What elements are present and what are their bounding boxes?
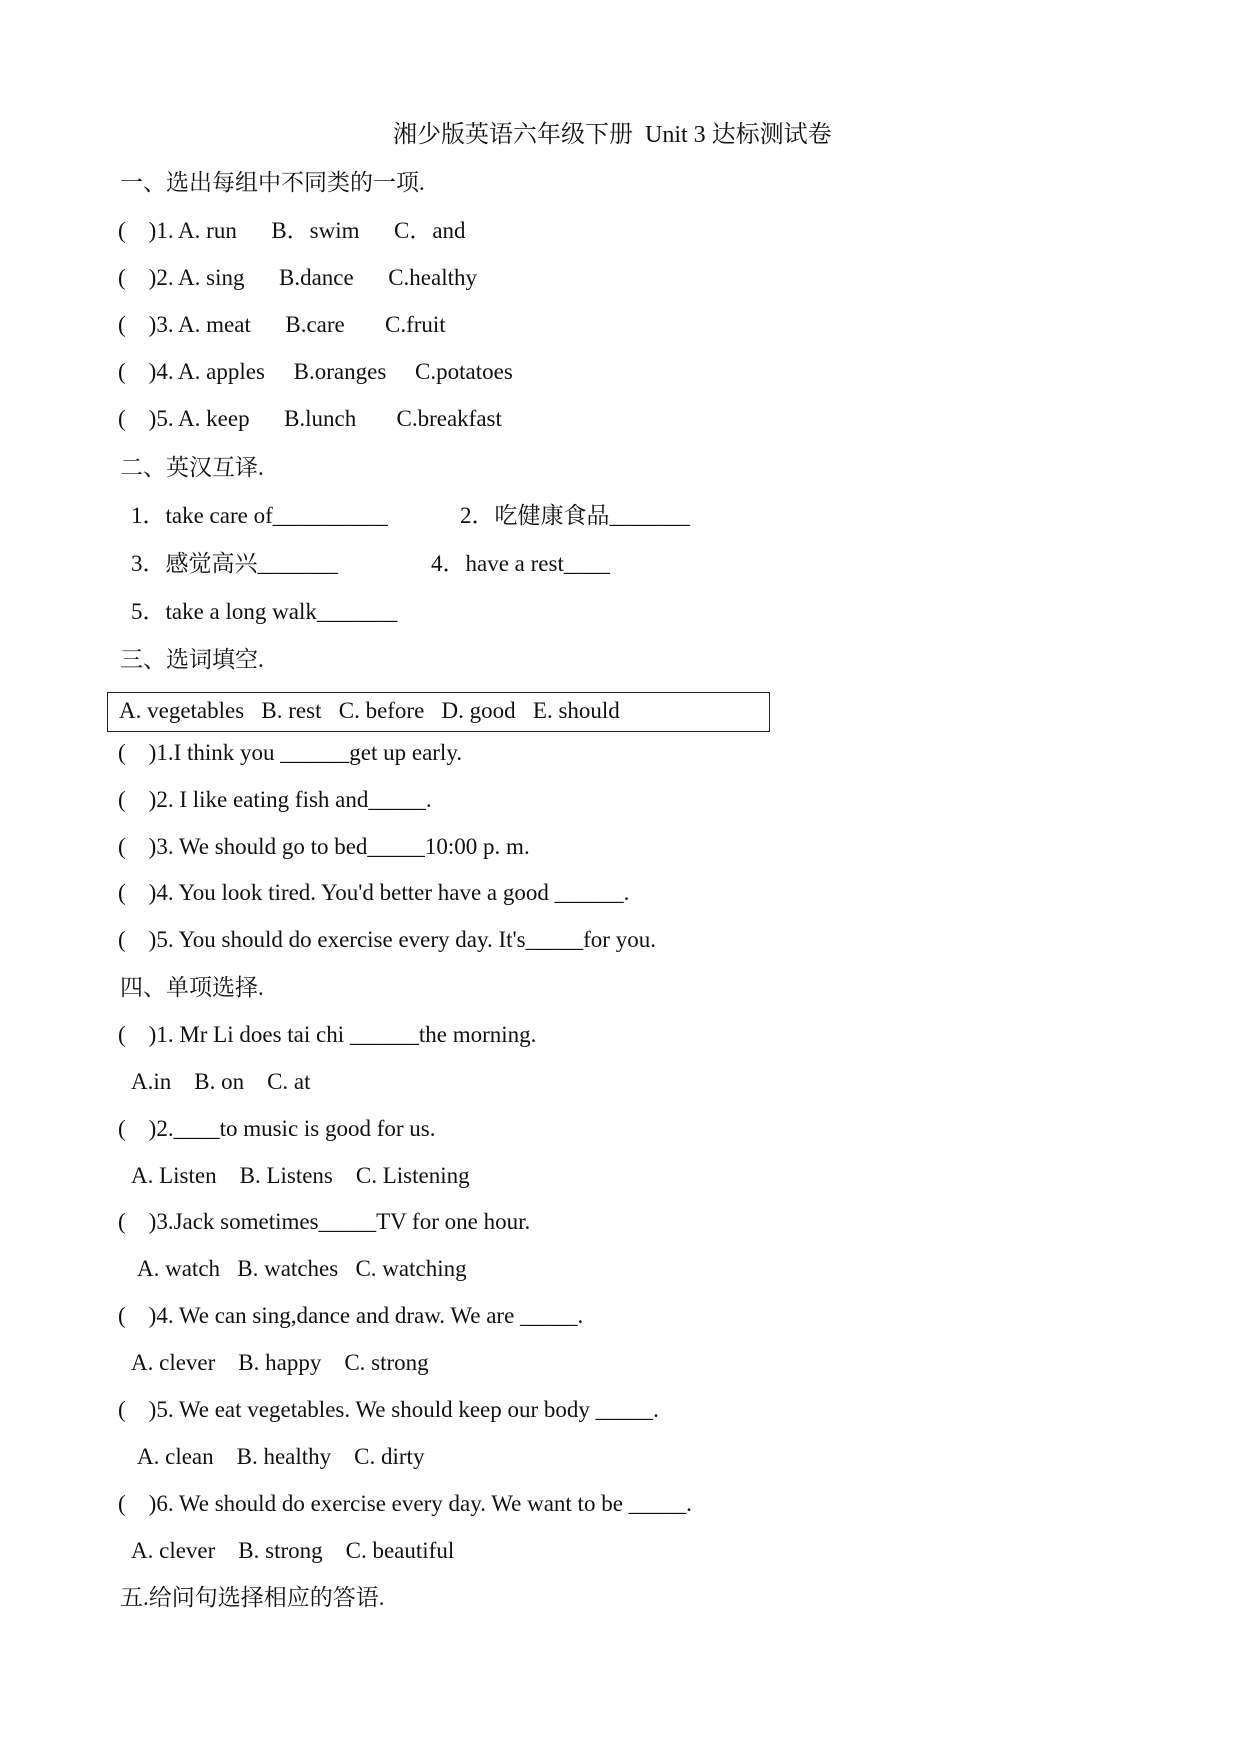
section2-item-2: 2．吃健康食品_______ (460, 503, 690, 528)
section4-question-1: ( )1. Mr Li does tai chi ______the morning. (118, 1022, 537, 1047)
section2-item-3: 3．感觉高兴_______ (131, 551, 338, 576)
section3-item-1: ( )1.I think you ______get up early. (118, 740, 463, 765)
section2-item-4: 4．have a rest____ (431, 551, 610, 576)
section4-question-3: ( )3.Jack sometimes_____TV for one hour. (118, 1209, 531, 1234)
section2-item-1: 1．take care of__________ (131, 503, 388, 528)
section5-heading: 五.给问句选择相应的答语. (120, 1585, 385, 1610)
section4-options-4: A. clever B. happy C. strong (131, 1350, 429, 1375)
section1-item-1: ( )1. A. run B．swim C．and (118, 218, 466, 243)
section4-heading: 四、单项选择. (120, 975, 264, 1000)
section3-item-4: ( )4. You look tired. You'd better have a good ______. (118, 880, 630, 905)
word-bank-text: A. vegetables B. rest C. before D. good E. should (119, 698, 620, 723)
page-title: 湘少版英语六年级下册 Unit 3 达标测试卷 (393, 122, 832, 148)
section4-question-5: ( )5. We eat vegetables. We should keep our body _____. (118, 1397, 659, 1422)
section4-question-2: ( )2.____to music is good for us. (118, 1116, 436, 1141)
word-bank-box (107, 692, 770, 732)
section3-item-3: ( )3. We should go to bed_____10:00 p. m. (118, 834, 530, 859)
section4-question-6: ( )6. We should do exercise every day. We want to be _____. (118, 1491, 692, 1516)
section3-item-5: ( )5. You should do exercise every day. It's_____for you. (118, 927, 656, 952)
section4-options-1: A.in B. on C. at (131, 1069, 311, 1094)
section4-options-6: A. clever B. strong C. beautiful (131, 1538, 455, 1563)
section4-question-4: ( )4. We can sing,dance and draw. We are _____. (118, 1303, 584, 1328)
section2-heading: 二、英汉互译. (120, 455, 264, 480)
section3-item-2: ( )2. I like eating fish and_____. (118, 787, 432, 812)
section4-options-3: A. watch B. watches C. watching (137, 1256, 467, 1281)
section2-item-5: 5．take a long walk_______ (131, 599, 398, 624)
section1-item-2: ( )2. A. sing B.dance C.healthy (118, 265, 478, 290)
section4-options-5: A. clean B. healthy C. dirty (137, 1444, 425, 1469)
section4-options-2: A. Listen B. Listens C. Listening (131, 1163, 470, 1188)
section1-item-4: ( )4. A. apples B.oranges C.potatoes (118, 359, 513, 384)
section1-heading: 一、选出每组中不同类的一项. (120, 170, 425, 195)
section1-item-3: ( )3. A. meat B.care C.fruit (118, 312, 446, 337)
section1-item-5: ( )5. A. keep B.lunch C.breakfast (118, 406, 502, 431)
section3-heading: 三、选词填空. (120, 647, 264, 672)
